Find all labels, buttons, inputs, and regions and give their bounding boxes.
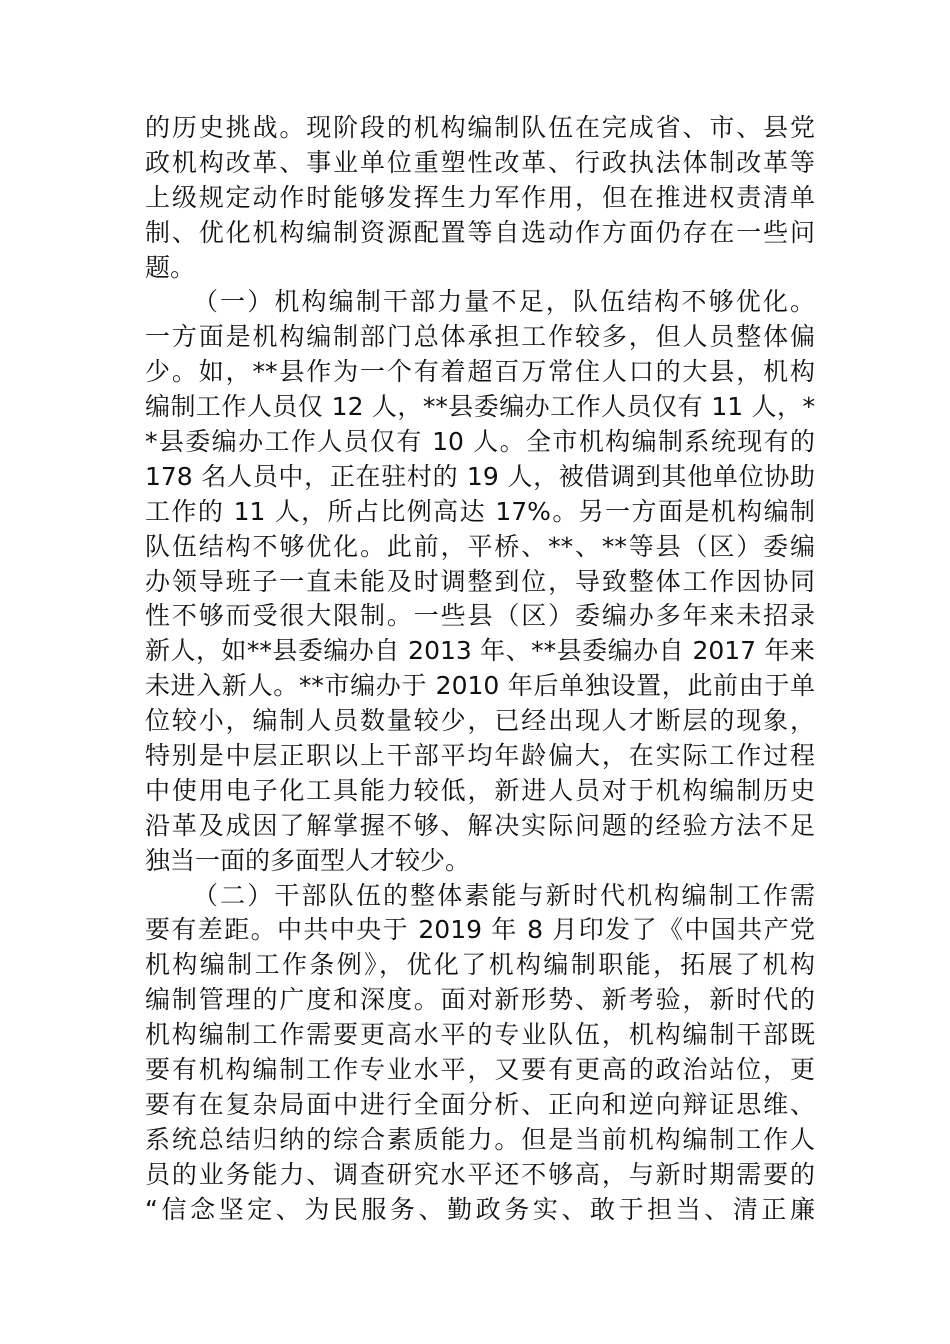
section-heading-2: （二）干部队伍的整体素能与新时代机构编制工作需 [193,880,815,910]
text-line: 要有在复杂局面中进行全面分析、正向和逆向辩证思维、 [145,1089,815,1119]
text-line: 一方面是机构编制部门总体承担工作较多，但人员整体偏 [145,322,815,352]
text-line: 制、优化机构编制资源配置等自选动作方面仍存在一些问 [145,217,815,247]
text-line: 编制管理的广度和深度。面对新形势、新考验，新时代的 [145,985,815,1015]
text-line: 性不够而受很大限制。一些县（区）委编办多年来未招录 [145,601,815,631]
text-line: 队伍结构不够优化。此前，平桥、**、**等县（区）委编 [145,531,815,561]
text-line: 题。 [145,252,196,282]
text-line: 要有差距。中共中央于 2019 年 8 月印发了《中国共产党 [145,915,815,945]
text-line: 上级规定动作时能够发挥生力军作用，但在推进权责清单 [145,182,815,212]
text-line: 员的业务能力、调查研究水平还不够高，与新时期需要的 [145,1159,815,1189]
text-line: 未进入新人。**市编办于 2010 年后单独设置，此前由于单 [145,671,815,701]
text-line: 的历史挑战。现阶段的机构编制队伍在完成省、市、县党 [145,113,815,142]
text-line: 特别是中层正职以上干部平均年龄偏大，在实际工作过程 [145,741,815,771]
text-line: 机构编制工作需要更高水平的专业队伍，机构编制干部既 [145,1020,815,1050]
text-line: “信念坚定、为民服务、勤政务实、敢于担当、清正廉 [145,1194,815,1224]
text-line: 少。如，**县作为一个有着超百万常住人口的大县，机构 [145,357,815,387]
text-line: 要有机构编制工作专业水平，又要有更高的政治站位，更 [145,1055,815,1085]
text-line: *县委编办工作人员仅有 10 人。全市机构编制系统现有的 [145,427,815,457]
text-line: 政机构改革、事业单位重塑性改革、行政执法体制改革等 [145,147,815,177]
text-line: 中使用电子化工具能力较低，新进人员对于机构编制历史 [145,775,815,805]
text-line: 系统总结归纳的综合素质能力。但是当前机构编制工作人 [145,1124,815,1154]
text-line: 独当一面的多面型人才较少。 [145,845,471,875]
body-text [145,111,815,1228]
text-line: 办领导班子一直未能及时调整到位，导致整体工作因协同 [145,566,815,596]
text-line: 位较小，编制人员数量较少，已经出现人才断层的现象， [145,706,815,736]
text-line: 178 名人员中，正在驻村的 19 人，被借调到其他单位协助 [145,461,815,491]
text-line: 机构编制工作条例》，优化了机构编制职能，拓展了机构 [145,950,815,980]
text-line: 沿革及成因了解掌握不够、解决实际问题的经验方法不足 [145,810,815,840]
section-heading-1: （一）机构编制干部力量不足，队伍结构不够优化。 [193,287,815,317]
text-line: 工作的 11 人，所占比例高达 17%。另一方面是机构编制 [145,496,815,526]
text-line: 新人，如**县委编办自 2013 年、**县委编办自 2017 年来 [145,636,815,666]
text-line: 编制工作人员仅 12 人，**县委编办工作人员仅有 11 人，* [145,392,815,422]
